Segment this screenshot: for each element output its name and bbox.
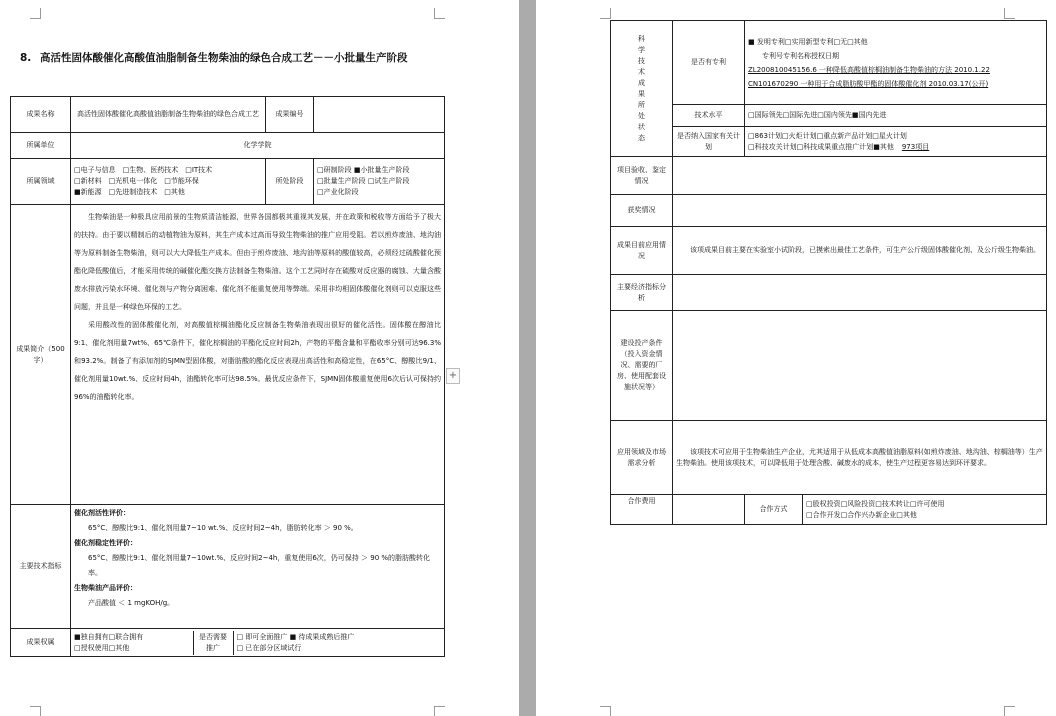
patent-entry: ZL200810045156.6 一种降低高酸值棕榈油制备生物柴油的方法 2010.1.22 <box>748 65 990 74</box>
field-label: 所属领域 <box>11 159 71 205</box>
national-plan-prefix: □科技攻关计划□科技成果重点推广计划■其他 <box>748 142 894 151</box>
stage-option-line: □研制阶段 ■小批量生产阶段 <box>317 166 410 174</box>
table-row <box>611 421 1047 495</box>
table-row <box>611 227 1047 275</box>
indicator-text: 65°C、醇酸比9:1、催化剂用量7~10wt.%、反应时间2~4h，重复使用6次，仍可保持 ＞ 90 %的脂肪酸转化率。 <box>88 554 431 577</box>
document-page-right <box>536 0 1056 716</box>
national-plan-label: 是否纳入国家有关计划 <box>673 127 745 157</box>
patent-header-line: 专利号专利名称授权日期 <box>762 51 839 60</box>
patent-label: 是否有专利 <box>673 21 745 105</box>
field-option-line: ■新能源 □先进制造技术 □其他 <box>74 188 185 196</box>
status-section-label: 科学技术成果所处状态 <box>611 21 673 157</box>
stage-option-line: □批量生产阶段 □试生产阶段 <box>317 177 410 185</box>
indicator-text: 65°C、醇酸比9:1、催化剂用量7~10 wt.%、反应时间2~4h，脂肪转化率 ＞ 90 %。 <box>88 524 358 532</box>
status-table <box>610 20 1047 525</box>
document-page-left <box>0 0 519 716</box>
acceptance-label: 项目验收、鉴定情况 <box>611 157 673 195</box>
indicator-heading: 生物柴油产品评价： <box>74 584 137 592</box>
rights-options[interactable] <box>71 631 193 655</box>
table-row <box>11 97 445 133</box>
table-row <box>611 127 1047 157</box>
investment-value[interactable] <box>673 311 1047 421</box>
investment-label: 建设投产条件（投入资金情况、需要的厂房、使用配套设施状况等） <box>611 311 673 421</box>
field-options[interactable] <box>71 159 266 205</box>
national-plan-line <box>748 142 1043 153</box>
awards-label: 获奖情况 <box>611 195 673 227</box>
coop-mode-line: □股权投资□风险投资□技术转让□许可使用 <box>806 499 945 508</box>
table-row <box>611 495 1047 525</box>
national-plan-other-value: 973项目 <box>901 142 930 151</box>
promo-option-line: □ 即可全面推广 ■ 待成果成熟后推广 <box>236 632 355 641</box>
patent-content[interactable] <box>745 21 1047 105</box>
coop-mode-options[interactable] <box>803 495 1047 525</box>
tech-level-value[interactable]: □国际领先□国际先进□国内领先■国内先进 <box>745 105 1047 127</box>
promo-options[interactable] <box>233 631 444 655</box>
coop-fee-label: 合作费用 <box>611 495 673 525</box>
application-value[interactable]: 该项成果目前主要在实验室小试阶段，已摸索出最佳工艺条件，可生产公斤级固体酸催化剂、及公斤级生物柴油。 <box>673 227 1047 275</box>
coop-fee-value[interactable] <box>673 495 745 525</box>
field-option-line: □新材料 □光机电一体化 □节能环保 <box>74 177 199 185</box>
economic-label: 主要经济指标分析 <box>611 275 673 311</box>
field-option-line: □电子与信息 □生物、医药技术 □IT技术 <box>74 166 213 174</box>
intro-label: 成果简介（500字） <box>11 205 71 505</box>
corner-mark <box>600 706 611 716</box>
rights-option-line: ■独自拥有□联合拥有 <box>74 632 144 641</box>
table-row <box>611 105 1047 127</box>
corner-mark <box>600 8 611 19</box>
rights-option-line: □授权使用□其他 <box>74 643 130 652</box>
table-row <box>611 275 1047 311</box>
table-row <box>611 195 1047 227</box>
table-row <box>611 157 1047 195</box>
indicators-content[interactable] <box>71 505 445 629</box>
table-row <box>11 205 445 505</box>
name-label: 成果名称 <box>11 97 71 133</box>
page-gutter <box>519 0 536 716</box>
table-row <box>611 311 1047 421</box>
table-row <box>11 629 445 657</box>
name-value[interactable]: 高活性固体酸催化高酸值油脂制备生物柴油的绿色合成工艺 <box>71 97 266 133</box>
corner-mark <box>1004 706 1015 716</box>
national-plan-line: □863计划□火炬计划□重点新产品计划□星火计划 <box>748 131 907 140</box>
corner-mark <box>434 706 445 716</box>
intro-paragraph: 生物柴油是一种极具应用前景的生物质清洁能源，世界各国都极其重视其发展，并在政策和税收等方面给予了极大的扶持。由于要以精制后的动植物油为原料，其生产成本过高而导致生物柴油的推广应用受阻。若以煎炸废油、地沟油等为原料制备生物柴油，则可以大大降低生产成本。但由于煎炸废油、地沟油等原料的酸值较高，必须经过硫酸催化预酯化降低酸值后，才能采用传统的碱催化酯交换方法制备生物柴油。这个工艺同时存在硫酸对反应器的腐蚀、大量含酸废水排放污染水环境、催化剂与产物分离困难、催化剂不能重复使用等弊端。采用非均相固体酸催化剂则可以克服这些问题，并且是一种绿色环保的工艺。 <box>74 213 441 311</box>
stage-label: 所处阶段 <box>266 159 314 205</box>
awards-value[interactable] <box>673 195 1047 227</box>
heading-number: 8. <box>20 52 32 64</box>
rights-subtable <box>71 631 444 655</box>
coop-mode-label: 合作方式 <box>745 495 803 525</box>
national-plan-content[interactable] <box>745 127 1047 157</box>
table-row <box>11 133 445 159</box>
table-row <box>611 21 1047 105</box>
corner-mark <box>434 8 445 19</box>
id-label: 成果编号 <box>266 97 314 133</box>
tech-level-label: 技术水平 <box>673 105 745 127</box>
unit-label: 所属单位 <box>11 133 71 159</box>
coop-mode-line: □合作开发□合作兴办新企业□其他 <box>806 510 917 519</box>
add-row-button[interactable]: + <box>446 368 460 384</box>
corner-mark <box>1004 8 1015 19</box>
market-value[interactable]: 该项技术可应用于生物柴油生产企业，尤其适用于从低成本高酸值油脂原料(如煎炸废油、地沟油、棕榈油等）生产生物柴油。使用该项技术，可以降低用于处理含酸、碱废水的成本，使生产过程更容易达到环评要求。 <box>673 421 1047 495</box>
stage-options[interactable] <box>314 159 445 205</box>
rights-cell <box>71 629 445 657</box>
indicator-text: 产品酸值 ＜ 1 mgKOH/g。 <box>88 599 175 607</box>
section-heading <box>20 52 440 65</box>
intro-content[interactable] <box>71 205 445 505</box>
indicators-label: 主要技术指标 <box>11 505 71 629</box>
promo-option-line: □ 已在部分区域试行 <box>236 643 302 652</box>
corner-mark <box>30 706 41 716</box>
acceptance-value[interactable] <box>673 157 1047 195</box>
stage-option-line: □产业化阶段 <box>317 188 359 196</box>
economic-value[interactable] <box>673 275 1047 311</box>
achievement-table <box>10 96 445 657</box>
promo-label: 是否需要推广 <box>193 631 233 655</box>
indicator-heading: 催化剂活性评价： <box>74 509 130 517</box>
indicator-heading: 催化剂稳定性评价： <box>74 539 137 547</box>
corner-mark <box>30 8 41 19</box>
table-row <box>11 159 445 205</box>
intro-paragraph: 采用酸改性的固体酸催化剂，对高酸值棕榈油酯化反应制备生物柴油表现出很好的催化活性。固体酸在醇油比9:1、催化剂用量7wt%、65℃条件下，催化棕榈油的平酯化反应时间2h，产物的平酯含量和平酯收率分别可达96.3%和93.2%。制备了有添加剂的SJMN型固体酸，对脂肪酸的酯化反应表现出高活性和高稳定性，在65°C、醇酸比9/1、催化剂用量10wt.%、反应时间4h，油酯转化率可达98.5%。最优反应条件下，SJMN固体酸重复使用6次后认可保持约96%的油酯转化率。 <box>74 321 441 401</box>
market-label: 应用领域及市场需求分析 <box>611 421 673 495</box>
patent-type-line: ■ 发明专利□实用新型专利□无□其他 <box>748 37 868 46</box>
patent-entry: CN101670290 一种用于合成脂肪酸甲酯的固体酸催化剂 2010.03.17(公开) <box>748 79 989 88</box>
unit-value[interactable]: 化学学院 <box>71 133 445 159</box>
heading-title: 高活性固体酸催化高酸值油脂制备生物柴油的绿色合成工艺－－小批量生产阶段 <box>40 52 408 64</box>
application-label: 成果目前应用情况 <box>611 227 673 275</box>
table-row <box>11 505 445 629</box>
rights-label: 成果权属 <box>11 629 71 657</box>
id-value[interactable] <box>314 97 445 133</box>
